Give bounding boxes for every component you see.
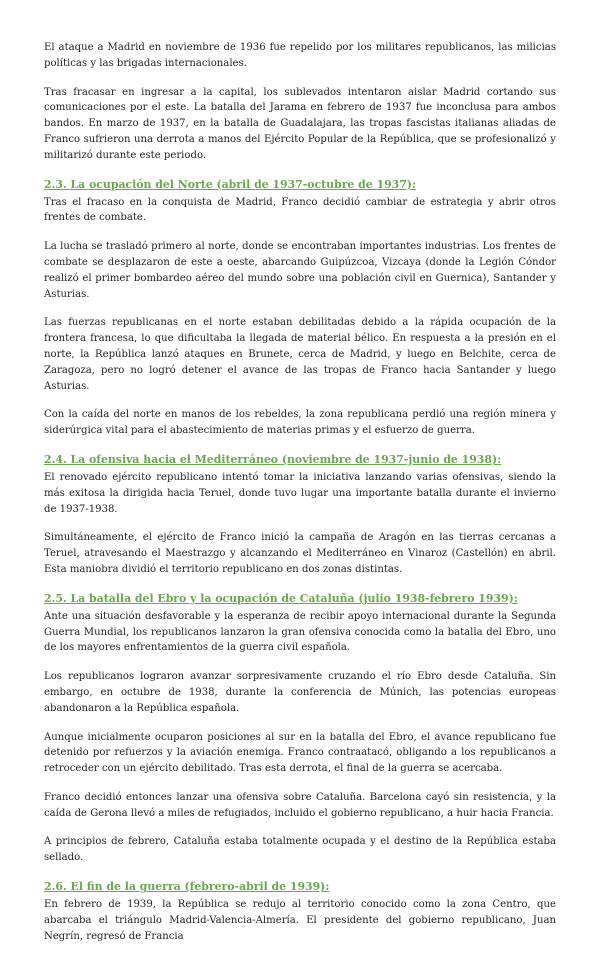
paragraph: A principios de febrero, Cataluña estaba totalmente ocupada y el destino de la República estaba sellado. [44, 836, 556, 864]
paragraph: El renovado ejército republicano intentó tomar la iniciativa lanzando varias ofensivas, siendo la más exitosa la dirigida hacia Teruel, donde tuvo lugar una importante batalla durante el invierno de 1937-1938. [44, 471, 556, 515]
paragraph: Tras el fracaso en la conquista de Madrid, Franco decidió cambiar de estrategia y abrir otros frentes de combate. [44, 196, 556, 224]
paragraph: Ante una situación desfavorable y la esperanza de recibir apoyo internacional durante la Segunda Guerra Mundial, los republicanos lanzaron la gran ofensiva conocida como la batalla del Ebro, uno de los mayores enfrentamientos de la guerra civil española. [44, 610, 556, 654]
paragraph: Las fuerzas republicanas en el norte estaban debilitadas debido a la rápida ocupación de la frontera francesa, lo que dificultaba la llegada de material bélico. En respuesta a la presión en el norte, la República lanzó ataques en Brunete, cerca de Madrid, y luego en Belchite, cerca de Zaragoza, pero no logró detener el avance de las tropas de Franco hacia Santander y luego Asturias. [44, 317, 556, 392]
section-heading: 2.4. La ofensiva hacia el Mediterráneo (noviembre de 1937-junio de 1938): [44, 452, 502, 466]
paragraph: Tras fracasar en ingresar a la capital, los sublevados intentaron aislar Madrid cortando sus comunicaciones por el este. La batalla del Jarama en febrero de 1937 fue inconclusa para ambos bandos. En marzo de 1937, en la batalla de Guadalajara, las tropas fascistas italianas aliadas de Franco sufrieron una derrota a manos del Ejército Popular de la República, que se profesionalizó y militarizó durante este periodo. [44, 86, 556, 161]
section-heading: 2.6. El fin de la guerra (febrero-abril de 1939): [44, 880, 330, 894]
paragraph: Aunque inicialmente ocuparon posiciones al sur en la batalla del Ebro, el avance republicano fue detenido por refuerzos y la aviación enemiga. Franco contraatacó, obligando a los republicanos a retroceder con un ejército debilitado. Tras esta derrota, el final de la guerra se acercaba. [44, 731, 556, 775]
paragraph: En febrero de 1939, la República se redujo al territorio conocido como la zona Centro, que abarcaba el triángulo Madrid-Valencia-Almería. El presidente del gobierno republicano, Juan Negrín, regresó de Francia [44, 899, 556, 942]
section-heading: 2.3. La ocupación del Norte (abril de 1937-octubre de 1937): [44, 177, 416, 191]
paragraph: Los republicanos lograron avanzar sorpresivamente cruzando el río Ebro desde Cataluña. Sin embargo, en octubre de 1938, durante la conferencia de Múnich, las potencias europeas abandonaron a la República española. [44, 671, 556, 714]
paragraph: Simultáneamente, el ejército de Franco inició la campaña de Aragón en las tierras cercanas a Teruel, atravesando el Maestrazgo y alcanzando el Mediterráneo en Vinaroz (Castellón) en abril. Esta maniobra dividió el territorio republicano en dos zonas distintas. [44, 532, 556, 575]
paragraph: La lucha se trasladó primero al norte, donde se encontraban importantes industrias. Los frentes de combate se desplazaron de este a oeste, abarcando Guipúzcoa, Vizcaya (donde la Legión Cóndor realizó el primer bombardeo aéreo del mundo sobre una población civil en Guernica), Santander y Asturias. [44, 241, 556, 300]
paragraph: Franco decidió entonces lanzar una ofensiva sobre Cataluña. Barcelona cayó sin resistencia, y la caída de Gerona llevó a miles de refugiados, incluido el gobierno republicano, a huir hacia Francia. [44, 791, 556, 819]
paragraph: Con la caída del norte en manos de los rebeldes, la zona republicana perdió una región minera y siderúrgica vital para el abastecimiento de materias primas y el esfuerzo de guerra. [44, 409, 556, 437]
section-heading: 2.5. La batalla del Ebro y la ocupación de Cataluña (julio 1938-febrero 1939): [44, 591, 518, 605]
document-page [44, 40, 556, 957]
paragraph: El ataque a Madrid en noviembre de 1936 fue repelido por los militares republicanos, las milicias políticas y las brigadas internacionales. [44, 42, 556, 69]
